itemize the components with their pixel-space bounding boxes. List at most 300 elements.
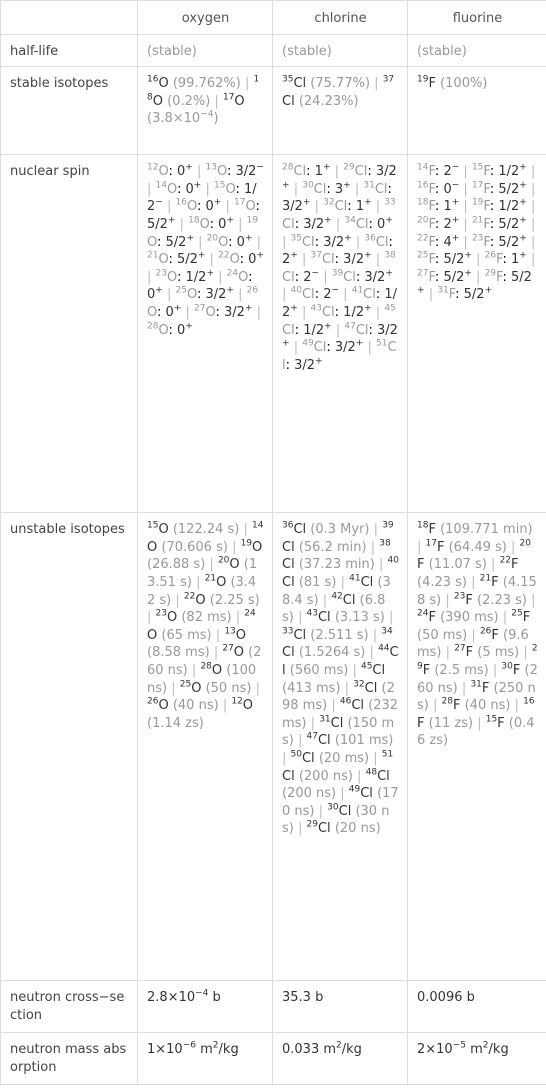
half-life: (150 ms)	[282, 715, 395, 749]
separator: |	[373, 522, 379, 538]
isotope-mass: 28	[147, 321, 159, 332]
half-life: (232 ms)	[282, 698, 399, 731]
isotope-item: $^{22}$F: 4+	[417, 233, 460, 250]
spin-value: 1	[511, 252, 520, 268]
value-unit: /kg	[341, 1042, 362, 1058]
separator: |	[463, 164, 468, 180]
separator: |	[471, 627, 476, 643]
separator: |	[209, 557, 214, 573]
separator: |	[334, 164, 340, 180]
header-row	[1, 1, 546, 35]
half-life: (9.6 ms)	[417, 627, 529, 661]
isotope-symbol: Cl	[282, 216, 295, 232]
separator: |	[344, 680, 350, 696]
row-stable-isotopes	[1, 67, 546, 155]
isotope-symbol: O	[147, 304, 158, 320]
isotope-item	[291, 751, 370, 766]
isotope-mass: 29	[417, 644, 538, 672]
separator: |	[477, 715, 482, 731]
spin-value: 1/2	[303, 322, 325, 338]
isotope-item	[442, 698, 511, 713]
spin-value: 3/2	[224, 304, 245, 320]
isotope-item: $^{17}$F: 5/2+	[471, 180, 527, 197]
isotope-symbol: Cl	[293, 164, 307, 180]
isotope-symbol: F	[428, 181, 435, 197]
spin-value: 5/2	[498, 181, 520, 197]
abundance: (3.8×10	[147, 111, 201, 127]
row-neutron-cross-section	[1, 981, 546, 1033]
isotope-mass: 44	[378, 644, 390, 655]
separator: |	[357, 768, 362, 784]
isotope-symbol: Cl	[321, 252, 335, 268]
parity: +	[206, 268, 214, 279]
isotope-mass: 48	[365, 767, 378, 778]
parity: +	[451, 233, 460, 244]
isotope-item: $^{14}$O: 0+	[155, 180, 202, 197]
isotope-mass: 29	[306, 819, 318, 830]
separator: |	[461, 680, 467, 696]
separator: |	[530, 164, 536, 180]
isotope-symbol: Cl	[364, 680, 378, 696]
isotope-mass: 17	[425, 538, 437, 549]
isotope-item: $^{23}$O: 1/2+	[155, 268, 214, 285]
half-life: (250 ns)	[417, 680, 536, 714]
isotope-mass: 15	[471, 162, 484, 173]
mass-absorption-chlorine	[273, 1033, 408, 1085]
spin-value: 5/2	[147, 216, 168, 232]
isotope-symbol: F	[483, 199, 490, 215]
isotope-mass: 24	[244, 608, 256, 619]
value-exponent: −5	[452, 1040, 466, 1051]
isotope-symbol: Cl	[282, 340, 397, 373]
isotope-symbol: Cl	[282, 768, 295, 784]
parity: −	[451, 180, 460, 191]
spin-value: 1/2	[147, 181, 257, 215]
parity: +	[519, 162, 527, 173]
parity: +	[185, 162, 193, 173]
isotope-mass: 31	[363, 180, 375, 191]
separator: |	[323, 269, 328, 285]
half-life: (109.771 min)	[440, 522, 533, 538]
unstable-isotopes-chlorine	[273, 513, 408, 981]
isotope-symbol: O	[195, 592, 206, 608]
parity: +	[290, 303, 298, 314]
isotope-symbol: F	[436, 539, 445, 555]
isotope-mass: 45	[384, 303, 396, 314]
spin-value: 0	[218, 216, 227, 232]
separator: |	[379, 557, 384, 573]
separator: |	[428, 287, 434, 303]
spin-value: 3/2	[375, 164, 397, 180]
spin-value: 2	[303, 269, 312, 285]
isotope-mass: 22	[417, 233, 429, 244]
isotope-symbol: Cl	[301, 287, 315, 303]
spin-value: 0	[377, 216, 386, 232]
isotope-symbol: O	[158, 164, 169, 180]
isotope-mass: 40	[387, 556, 399, 567]
spin-value: 5/2	[176, 252, 198, 268]
isotope-item: $^{25}$O: 3/2+	[175, 286, 234, 303]
row-label: neutron cross−section	[1, 981, 138, 1033]
parity: +	[193, 180, 202, 191]
half-life: (101 ms)	[334, 733, 394, 749]
row-unstable-isotopes	[1, 513, 546, 981]
isotope-item: $^{20}$O: 0+	[206, 233, 253, 250]
parity: +	[519, 180, 527, 191]
isotope-symbol: Cl	[282, 574, 295, 590]
isotope-mass: 24	[417, 608, 429, 619]
separator: |	[282, 234, 287, 250]
isotope-mass: 17	[222, 92, 235, 103]
parity: +	[213, 198, 222, 209]
isotope-mass: 22	[499, 556, 512, 567]
isotope-symbol: F	[491, 574, 499, 590]
spin-value: 3/2	[235, 164, 257, 180]
isotope-item: $^{31}$F: 5/2+	[437, 286, 493, 303]
mass-absorption-oxygen	[138, 1033, 273, 1085]
separator: |	[293, 181, 299, 197]
isotope-symbol: F	[496, 252, 503, 268]
parity: −	[331, 286, 340, 297]
separator: |	[298, 733, 303, 749]
isotope-symbol: F	[428, 269, 435, 285]
separator: |	[235, 610, 241, 626]
isotope-mass: 20	[519, 538, 531, 549]
isotope-symbol: O	[216, 164, 227, 180]
parity: +	[226, 286, 234, 297]
isotope-item: $^{24}$O: 0+	[147, 268, 253, 303]
spin-value: 3/2	[377, 322, 398, 338]
isotope-symbol: F	[428, 252, 435, 268]
isotope-mass: 37	[382, 74, 395, 85]
value-exponent: −6	[182, 1040, 196, 1051]
isotope-item: $^{21}$F: 5/2+	[471, 215, 527, 232]
isotope-symbol: Cl	[355, 216, 369, 232]
isotope-mass: 14	[417, 162, 429, 173]
isotope-symbol: O	[158, 698, 169, 714]
isotope-mass: 21	[204, 573, 217, 584]
isotope-item: $^{15}$F: 1/2+	[471, 162, 527, 180]
half-life: (2.23 s)	[477, 592, 527, 608]
parity: +	[519, 215, 527, 226]
isotope-symbol: Cl	[334, 199, 348, 215]
spin-value: 3/2	[334, 340, 356, 356]
separator: |	[215, 627, 221, 643]
isotope-mass: 16	[147, 74, 159, 85]
isotope-symbol: Cl	[293, 627, 307, 643]
isotope-symbol: O	[211, 662, 223, 678]
column-header-chlorine: chlorine	[273, 1, 408, 35]
half-life: (1.5264 s)	[298, 645, 366, 661]
isotope-item	[147, 76, 241, 91]
isotope-mass: 43	[310, 303, 322, 314]
cross-section-chlorine	[273, 981, 408, 1033]
isotope-symbol: Cl	[374, 181, 388, 197]
isotope-symbol: O	[218, 234, 229, 250]
isotope-mass: 30	[327, 802, 339, 813]
isotope-symbol: F	[417, 557, 425, 573]
separator: |	[375, 304, 381, 320]
isotope-mass: 31	[437, 286, 449, 297]
isotope-item: $^{12}$O: 0+	[147, 162, 193, 180]
isotope-symbol: Cl	[282, 93, 295, 109]
isotope-symbol: O	[225, 181, 236, 197]
isotope-mass: 26	[147, 696, 159, 707]
isotope-item: $^{14}$F: 2−	[417, 162, 460, 180]
spin-value: 1	[443, 199, 452, 215]
separator: |	[213, 645, 219, 661]
isotope-symbol: Cl	[282, 322, 295, 338]
isotope-item: $^{16}$F: 0−	[417, 180, 460, 197]
separator: |	[198, 234, 203, 250]
header-corner	[1, 1, 138, 35]
isotope-mass: 12	[147, 162, 159, 173]
spin-value: 0	[236, 234, 245, 250]
separator: |	[491, 557, 496, 573]
isotope-mass: 36	[364, 233, 376, 244]
isotope-item: $^{38}$Cl: 2−	[282, 250, 396, 285]
isotope-item: $^{28}$Cl: 1+	[282, 162, 331, 180]
spin-value: 1/2	[282, 287, 398, 320]
separator: |	[256, 234, 262, 250]
half-life: (200 ns)	[298, 768, 353, 784]
row-label: half-life	[1, 34, 138, 67]
isotope-mass: 23	[155, 268, 167, 279]
separator: |	[335, 322, 341, 338]
separator: |	[179, 216, 184, 232]
unit-tail: /kg	[218, 1042, 239, 1058]
half-life: (82 ms)	[181, 610, 232, 626]
isotope-mass: 43	[306, 608, 318, 619]
isotope-symbol: Cl	[282, 645, 295, 661]
isotope-mass: 38	[384, 250, 396, 261]
spin-value: 0	[147, 287, 156, 303]
parity: −	[155, 198, 163, 209]
value-mantissa: 0.0096 b	[417, 990, 475, 1006]
spin-value: 4	[443, 234, 452, 250]
isotope-symbol: Cl	[313, 181, 327, 197]
half-life: (40 ns)	[172, 698, 219, 714]
isotope-mass: 19	[246, 215, 259, 226]
abundance-end: )	[213, 111, 219, 127]
isotope-mass: 25	[417, 250, 429, 261]
row-label: neutron mass absorption	[1, 1033, 138, 1085]
separator: |	[476, 252, 481, 268]
spin-value: 0	[443, 181, 452, 197]
isotope-item: $^{25}$F: 5/2+	[417, 250, 472, 268]
half-life: (50 ms)	[417, 627, 468, 643]
half-life: (11.07 s)	[428, 557, 487, 573]
isotope-item	[147, 698, 219, 713]
isotope-mass: 33	[384, 198, 396, 209]
isotope-symbol: Cl	[313, 340, 327, 356]
half-life: (0.46 zs)	[417, 715, 535, 749]
isotope-symbol: F	[428, 216, 435, 232]
separator: |	[502, 610, 508, 626]
isotope-mass: 12	[231, 696, 243, 707]
parity: +	[364, 198, 372, 209]
isotope-item: $^{16}$O: 0+	[175, 198, 222, 215]
isotope-symbol: Cl	[377, 768, 390, 784]
isotope-item	[184, 593, 260, 608]
separator: |	[243, 522, 248, 538]
isotope-symbol: F	[448, 287, 456, 303]
abundance: (24.23%)	[298, 93, 359, 109]
half-life: (3.13 s)	[334, 610, 385, 626]
spin-value: 3/2	[282, 199, 303, 215]
isotope-mass: 14	[155, 180, 167, 191]
isotope-mass: 19	[471, 198, 484, 209]
separator: |	[301, 252, 307, 268]
spin-value: 0	[248, 252, 257, 268]
isotope-item: $^{47}$Cl: 3/2+	[282, 321, 398, 349]
cross-section-oxygen	[138, 981, 273, 1033]
isotope-mass: 34	[344, 215, 356, 226]
half-life: (50 ns)	[205, 680, 252, 696]
isotope-mass: 21	[147, 250, 159, 261]
separator: |	[331, 698, 336, 714]
isotope-mass: 25	[175, 286, 187, 297]
parity: +	[155, 286, 163, 297]
separator: |	[196, 574, 201, 590]
isotope-item: $^{27}$F: 5/2+	[417, 268, 472, 285]
separator: |	[293, 340, 299, 356]
parity: −	[311, 268, 320, 279]
separator: |	[445, 645, 451, 661]
separator: |	[301, 304, 307, 320]
isotope-item: $^{32}$Cl: 1+	[323, 198, 372, 215]
isotope-mass: 15	[147, 520, 159, 531]
separator: |	[476, 269, 481, 285]
isotope-mass: 51	[376, 338, 388, 349]
separator: |	[530, 199, 536, 215]
nuclear-spin-fluorine	[408, 155, 546, 513]
separator: |	[375, 252, 381, 268]
spin-value: 2	[443, 216, 452, 232]
spin-value: 0	[176, 322, 186, 338]
separator: |	[256, 304, 262, 320]
separator: |	[531, 592, 536, 608]
parity: +	[322, 162, 331, 173]
isotope-mass: 29	[343, 162, 355, 173]
isotope-symbol: O	[147, 627, 158, 643]
half-life: (64.49 s)	[448, 539, 507, 555]
half-life: (5 ms)	[477, 645, 520, 661]
isotope-mass: 16	[175, 198, 187, 209]
parity: +	[344, 233, 352, 244]
half-life: (70.606 s)	[161, 539, 228, 555]
isotope-item: $^{36}$Cl: 2+	[282, 233, 393, 268]
parity: +	[244, 233, 253, 244]
separator: |	[511, 539, 516, 555]
spin-value: 1	[314, 164, 323, 180]
isotope-symbol: O	[186, 287, 197, 303]
isotope-symbol: F	[428, 199, 435, 215]
spin-value: 2	[282, 252, 291, 268]
isotope-symbol: Cl	[282, 269, 295, 285]
separator: |	[375, 199, 381, 215]
isotope-item: $^{35}$Cl: 3/2+	[290, 233, 352, 250]
isotope-symbol: F	[428, 610, 436, 626]
isotope-mass: 27	[417, 268, 429, 279]
value-mantissa: 0.033 m	[282, 1042, 337, 1058]
separator: |	[370, 539, 376, 555]
isotope-symbol: O	[166, 181, 177, 197]
row-label: nuclear spin	[1, 155, 138, 513]
separator: |	[225, 199, 230, 215]
isotope-symbol: O	[242, 698, 254, 714]
isotope-symbol: Cl	[355, 322, 369, 338]
isotope-item: $^{31}$Cl: 3/2+	[282, 180, 392, 215]
isotope-mass: 27	[454, 644, 466, 655]
parity: +	[484, 286, 493, 297]
isotope-item: $^{45}$Cl: 1/2+	[282, 303, 396, 338]
isotope-symbol: O	[186, 199, 197, 215]
half-life: (122.24 s)	[172, 522, 240, 538]
isotope-item	[180, 681, 252, 696]
separator: |	[282, 287, 287, 303]
isotope-mass: 19	[417, 74, 429, 85]
value-mantissa: 1×10	[147, 1042, 183, 1058]
separator: |	[298, 610, 303, 626]
isotope-item: $^{17}$O: 5/2+	[147, 198, 260, 232]
isotope-symbol: O	[234, 93, 245, 109]
isotope-symbol: Cl	[301, 750, 315, 766]
spin-value: 5/2	[511, 269, 532, 285]
isotope-mass: 41	[349, 573, 361, 584]
stable-isotopes-chlorine	[273, 67, 408, 155]
value-mantissa: 2.8×10	[147, 990, 196, 1006]
parity: +	[315, 356, 323, 367]
isotope-mass: 20	[206, 233, 219, 244]
half-life: (2.25 s)	[209, 592, 260, 608]
parity: +	[519, 233, 527, 244]
isotope-mass: 26	[246, 286, 259, 297]
separator: |	[372, 627, 378, 643]
half-life: (298 ms)	[282, 680, 395, 714]
stable-isotopes-oxygen	[138, 67, 273, 155]
isotope-mass: 50	[290, 749, 302, 760]
isotope-item	[156, 610, 232, 625]
isotope-symbol: F	[512, 662, 521, 678]
isotope-symbol: Cl	[317, 821, 331, 837]
isotope-mass: 47	[344, 321, 356, 332]
isotope-mass: 32	[323, 198, 335, 209]
isotope-symbol: F	[511, 557, 519, 573]
isotope-item: $^{22}$O: 0+	[218, 250, 264, 268]
isotope-symbol: F	[483, 164, 490, 180]
spin-value: 3/2	[323, 234, 345, 250]
isotope-symbol: O	[235, 627, 246, 643]
isotope-mass: 29	[484, 268, 497, 279]
isotope-mass: 20	[217, 556, 230, 567]
parity: +	[385, 268, 393, 279]
separator: |	[417, 539, 422, 555]
value-unit: m	[466, 1042, 483, 1058]
isotope-symbol: F	[483, 234, 490, 250]
isotope-mass: 23	[471, 233, 484, 244]
isotope-symbol: F	[417, 715, 425, 731]
isotope-item: $^{41}$Cl: 1/2+	[282, 286, 398, 320]
isotope-item: $^{26}$F: 1+	[484, 250, 527, 268]
isotope-item: $^{28}$O: 0+	[147, 321, 193, 338]
separator: |	[196, 164, 202, 180]
parity: +	[256, 250, 264, 261]
isotope-symbol: O	[191, 680, 202, 696]
isotope-mass: 32	[353, 679, 365, 690]
separator: |	[388, 610, 394, 626]
isotope-symbol: O	[199, 216, 210, 232]
